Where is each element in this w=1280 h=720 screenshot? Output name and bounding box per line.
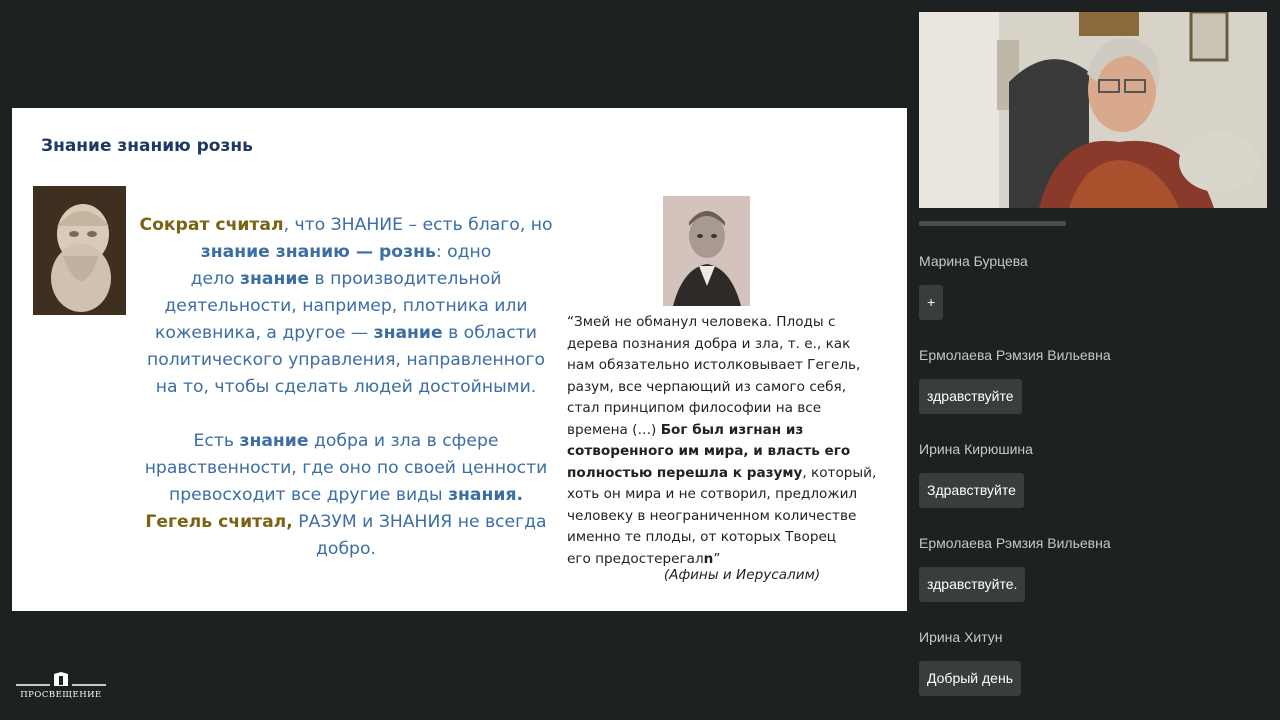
hegel-portrait [663, 196, 750, 306]
video-scrollbar[interactable] [919, 221, 1066, 226]
hegel-quote: “Змей не обманул человека. Плоды с дерева познания добра и зла, т. е., как нам обязательно истолковывает Гегель, разум, все черпающий из самого себя, стал принципом философии на все времена (…) Бог был изгнан из сотворенного им мира, и власть его полностью перешла к разуму, который, хоть он мира и не сотворил, предложил человеку в неограниченном количестве именно те плоды, от которых Творец его предостерегалn” [567, 314, 877, 567]
slide-title: Знание знанию рознь [41, 136, 253, 156]
chat-bubble: здравствуйте [919, 379, 1022, 414]
prosveshchenie-logo [16, 672, 106, 704]
chat-message [919, 428, 1269, 522]
chat-panel [919, 240, 1269, 710]
chat-author: Ермолаева Рэмзия Вильевна [919, 347, 1111, 363]
chat-author: Ермолаева Рэмзия Вильевна [919, 535, 1111, 551]
chat-bubble: Добрый день [919, 661, 1021, 696]
presentation-slide [12, 108, 907, 611]
socrates-hegel-text: Сократ считал, что ЗНАНИЕ – есть благо, но знание знанию — рознь: одно дело знание в производительной деятельности, например, плотника или кожевника, а другое — знание в области политического управления, направленного на то, чтобы сделать людей достойными. Есть знание добра и зла в сфере нравственности, где оно по своей ценности превосходит все другие виды знания. Гегель считал, РАЗУМ и ЗНАНИЯ не всегда добро. [139, 215, 553, 559]
chat-message [919, 334, 1269, 428]
quote-source: (Афины и Иерусалим) [663, 567, 821, 583]
socrates-portrait [33, 186, 126, 315]
chat-bubble: + [919, 285, 943, 320]
chat-author: Ирина Кирюшина [919, 441, 1033, 457]
chat-message [919, 616, 1269, 710]
speaker-video[interactable] [919, 12, 1267, 208]
chat-bubble: Здравствуйте [919, 473, 1024, 508]
chat-bubble: здравствуйте. [919, 567, 1025, 602]
chat-author: Марина Бурцева [919, 253, 1028, 269]
logo-text: ПРОСВЕЩЕНИЕ [20, 690, 102, 700]
chat-message [919, 240, 1269, 334]
chat-author: Ирина Хитун [919, 629, 1003, 645]
chat-message [919, 522, 1269, 616]
